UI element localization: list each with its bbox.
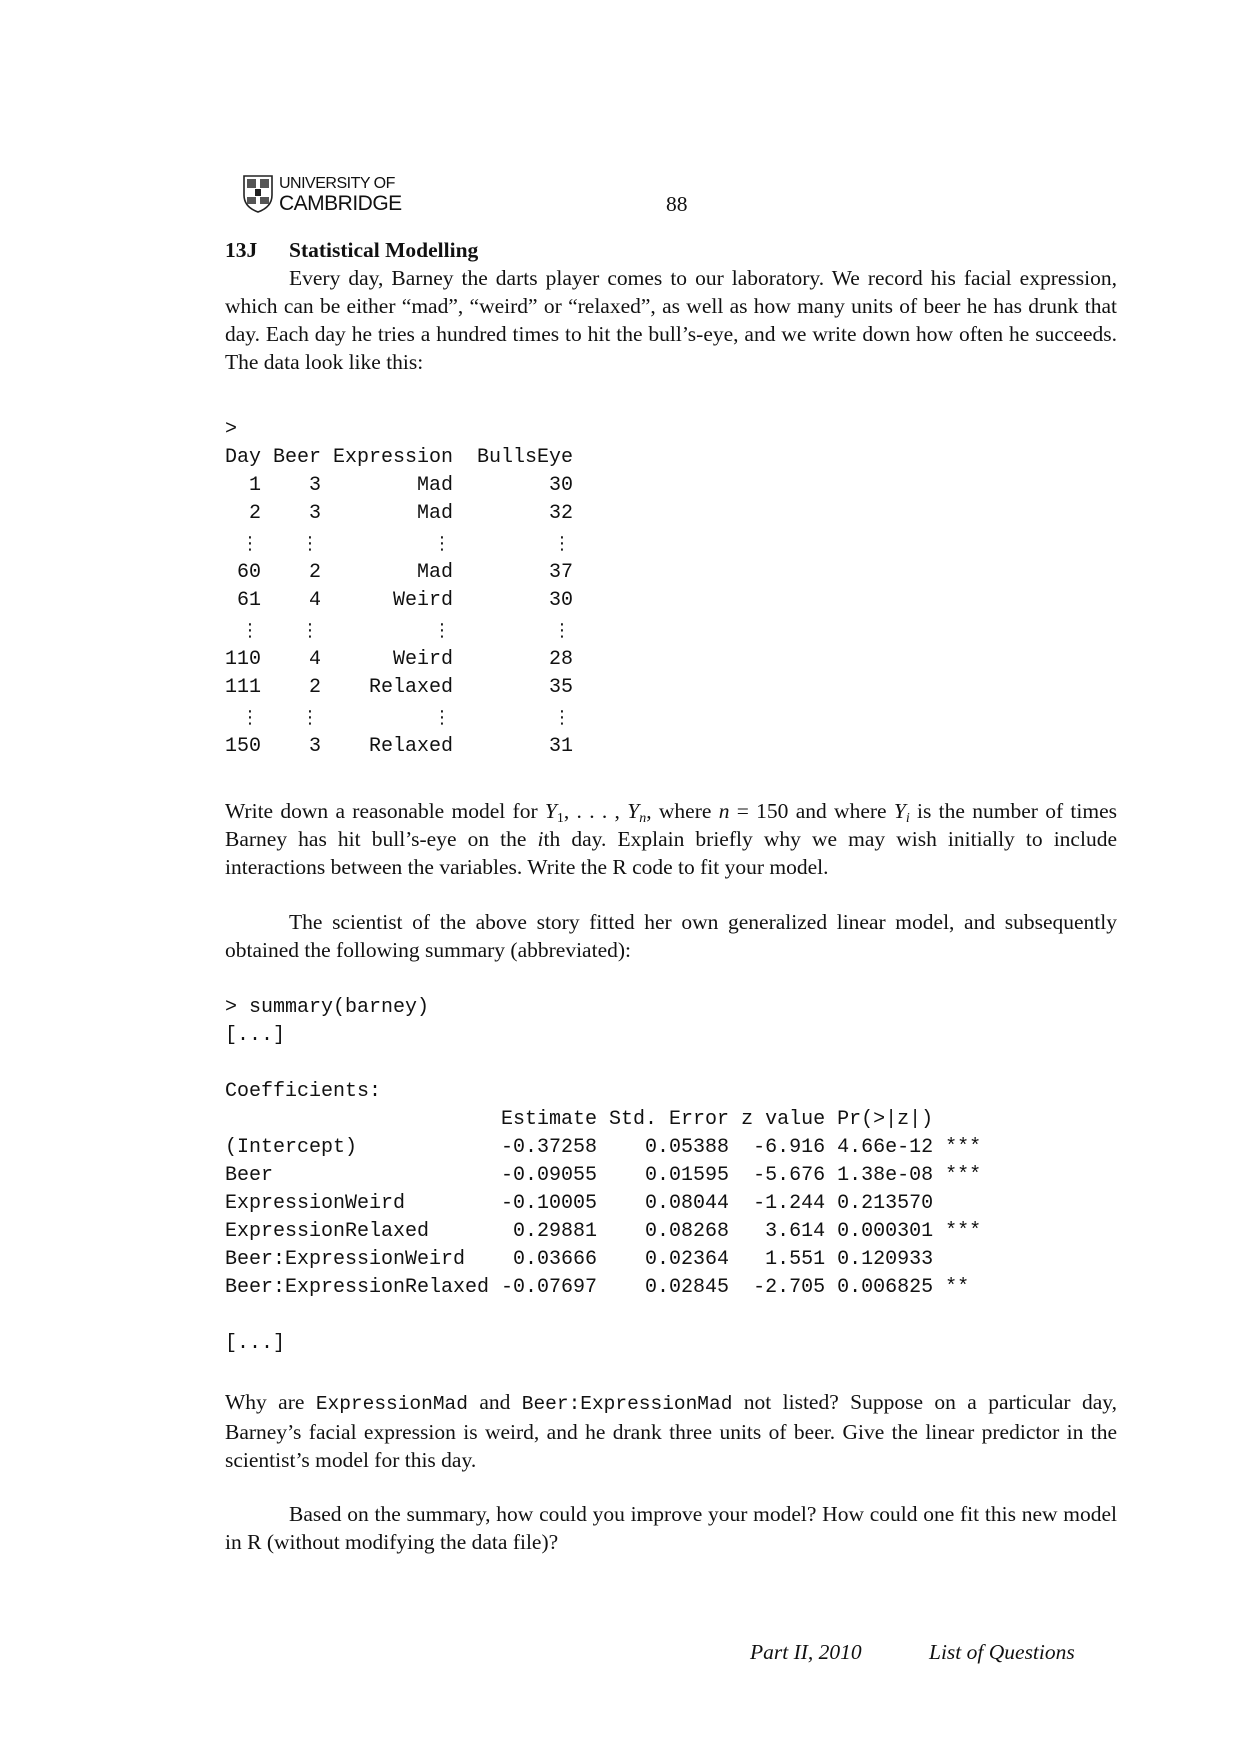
footer-part: Part II, 2010 — [750, 1640, 862, 1664]
spacer — [225, 1302, 1117, 1330]
cell-expression: ⋮ — [433, 533, 451, 554]
cell-bullseye: 35 — [549, 676, 574, 699]
cell-beer: 3 — [308, 735, 321, 758]
data-table-header — [225, 444, 1117, 472]
cell-day: ⋮ — [241, 533, 259, 554]
coef-row — [225, 1274, 1117, 1302]
cell-z-value: -6.916 — [753, 1136, 826, 1159]
col-expression: Expression — [321, 446, 454, 469]
spacer — [225, 1050, 1117, 1078]
table-row — [225, 500, 1117, 528]
spacer — [225, 376, 1117, 416]
table-row — [225, 587, 1117, 615]
cell-bullseye: 31 — [549, 735, 574, 758]
cell-term: Beer — [225, 1164, 274, 1187]
coef-row — [225, 1246, 1117, 1274]
table-row — [225, 472, 1117, 500]
math-sub: i — [905, 811, 910, 826]
cell-beer: 3 — [308, 502, 321, 525]
cell-term: Beer:ExpressionRelaxed — [225, 1276, 490, 1299]
ellipsis: [...] — [225, 1024, 286, 1047]
col-estimate: Estimate — [501, 1108, 598, 1131]
cell-bullseye: ⋮ — [553, 707, 571, 728]
cell-p-value: 0.006825 — [837, 1276, 934, 1299]
cell-expression: ⋮ — [433, 707, 451, 728]
text: is the number of times Barney has hit bull’s-eye on the — [225, 799, 1117, 851]
col-day: Day — [225, 446, 262, 469]
ellipsis-row — [225, 702, 1117, 733]
question-heading — [225, 236, 1117, 264]
math-sub: n — [639, 811, 647, 826]
spacer — [225, 761, 1117, 797]
cell-significance: ** — [945, 1276, 970, 1299]
cell-z-value: -2.705 — [753, 1276, 826, 1299]
text: , . . . , — [563, 799, 628, 823]
cell-expression: Weird — [393, 648, 454, 671]
cell-z-value: 1.551 — [765, 1248, 826, 1271]
cell-bullseye: 32 — [549, 502, 574, 525]
cell-day: 2 — [248, 502, 261, 525]
spacer — [225, 1474, 1117, 1500]
cell-beer: 3 — [308, 474, 321, 497]
cell-day: 61 — [236, 589, 261, 612]
question-body — [225, 236, 1117, 1556]
spacer — [225, 964, 1117, 994]
cell-p-value: 1.38e-08 — [837, 1164, 934, 1187]
math: Y — [627, 799, 640, 823]
table-row — [225, 674, 1117, 702]
cell-day: 1 — [248, 474, 261, 497]
cell-std-error: 0.01595 — [645, 1164, 730, 1187]
intro-paragraph: Every day, Barney the darts player comes to our laboratory. We record his facial expression, which can be either “mad”, “weird” or “relaxed”, as well as how many units of beer he has drunk that day. Each day he tries a hundred times to hit the bull’s-eye, and we write down how often he succeeds. The data look like this: — [225, 266, 1117, 374]
cell-estimate: -0.07697 — [501, 1276, 598, 1299]
cell-estimate: -0.10005 — [501, 1192, 598, 1215]
cell-day: 150 — [225, 735, 262, 758]
cell-expression: Mad — [417, 474, 454, 497]
text: Why are — [225, 1390, 316, 1414]
cell-expression: Relaxed — [369, 676, 454, 699]
spacer — [225, 881, 1117, 908]
math-sub: 1 — [556, 811, 564, 826]
spacer — [225, 1358, 1117, 1388]
cell-beer: ⋮ — [301, 620, 319, 641]
ellipsis-row — [225, 615, 1117, 646]
ellipsis-row — [225, 528, 1117, 559]
code: Beer:ExpressionMad — [521, 1393, 733, 1415]
text: Write down a reasonable model for — [225, 799, 545, 823]
cell-expression: Relaxed — [369, 735, 454, 758]
cell-day: 111 — [225, 676, 262, 699]
cell-std-error: 0.05388 — [645, 1136, 730, 1159]
cell-bullseye: 28 — [549, 648, 574, 671]
data-table-body — [225, 472, 1117, 761]
cell-day: 60 — [236, 561, 261, 584]
coefficients-label: Coefficients: — [225, 1080, 382, 1103]
why-paragraph — [225, 1388, 1117, 1474]
table-row — [225, 559, 1117, 587]
col-p-value: Pr(>|z|) — [837, 1108, 934, 1131]
cell-significance: *** — [945, 1220, 982, 1243]
cambridge-crest-icon — [243, 175, 273, 213]
coef-row — [225, 1162, 1117, 1190]
coef-row — [225, 1134, 1117, 1162]
coef-row — [225, 1218, 1117, 1246]
cell-estimate: -0.37258 — [501, 1136, 598, 1159]
model-paragraph — [225, 797, 1117, 881]
text: , where — [646, 799, 719, 823]
cell-p-value: 4.66e-12 — [837, 1136, 934, 1159]
university-logo — [243, 174, 402, 214]
logo-line-1: UNIVERSITY OF — [279, 175, 395, 192]
col-std-error: Std. Error — [609, 1108, 730, 1131]
cell-estimate: 0.29881 — [513, 1220, 598, 1243]
improve-paragraph: Based on the summary, how could you improve your model? How could one fit this new model in R (without modifying the data file)? — [225, 1502, 1117, 1554]
question-number: 13J — [225, 238, 258, 262]
coef-table-body — [225, 1134, 1117, 1302]
col-z-value: z value — [741, 1108, 826, 1131]
cell-term: (Intercept) — [225, 1136, 358, 1159]
cell-p-value: 0.000301 — [837, 1220, 934, 1243]
cell-p-value: 0.120933 — [837, 1248, 934, 1271]
ellipsis: [...] — [225, 1332, 286, 1355]
cell-z-value: 3.614 — [765, 1220, 826, 1243]
col-beer: Beer — [261, 446, 322, 469]
cell-day: 110 — [225, 648, 262, 671]
cell-z-value: -5.676 — [753, 1164, 826, 1187]
cell-bullseye: 30 — [549, 474, 574, 497]
cell-term: Beer:ExpressionWeird — [225, 1248, 466, 1271]
cell-term: ExpressionRelaxed — [225, 1220, 430, 1243]
cell-beer: 4 — [308, 589, 321, 612]
math: i — [537, 827, 544, 851]
col-bullseye: BullsEye — [453, 446, 574, 469]
page-number: 88 — [666, 192, 688, 216]
cell-p-value: 0.213570 — [837, 1192, 934, 1215]
text: not listed? Suppose on a particular day, Barney’s facial expression is weird, and he drank three units of beer. Give the linear predictor in the scientist’s model for this day. — [225, 1390, 1117, 1472]
cell-expression: Weird — [393, 589, 454, 612]
cell-significance: *** — [945, 1164, 982, 1187]
cell-bullseye: ⋮ — [553, 620, 571, 641]
coef-table-header — [225, 1106, 1117, 1134]
text: = 150 and where — [729, 799, 894, 823]
cell-day: ⋮ — [241, 707, 259, 728]
logo-line-2: CAMBRIDGE — [279, 192, 402, 215]
table-row — [225, 733, 1117, 761]
cell-z-value: -1.244 — [753, 1192, 826, 1215]
table-row — [225, 646, 1117, 674]
question-title: Statistical Modelling — [289, 238, 479, 262]
cell-day: ⋮ — [241, 620, 259, 641]
cell-beer: 4 — [308, 648, 321, 671]
cell-expression: Mad — [417, 561, 454, 584]
cell-beer: ⋮ — [301, 533, 319, 554]
cell-std-error: 0.02845 — [645, 1276, 730, 1299]
cell-bullseye: ⋮ — [553, 533, 571, 554]
cell-std-error: 0.08044 — [645, 1192, 730, 1215]
cell-std-error: 0.02364 — [645, 1248, 730, 1271]
cell-significance: *** — [945, 1136, 982, 1159]
cell-expression: ⋮ — [433, 620, 451, 641]
code: ExpressionMad — [315, 1393, 468, 1415]
footer-section: List of Questions — [929, 1640, 1075, 1664]
math: n — [718, 799, 730, 823]
text: and — [467, 1390, 522, 1414]
cell-expression: Mad — [417, 502, 454, 525]
cell-bullseye: 37 — [549, 561, 574, 584]
cell-std-error: 0.08268 — [645, 1220, 730, 1243]
math: Y — [893, 799, 906, 823]
cell-beer: 2 — [308, 561, 321, 584]
scientist-paragraph: The scientist of the above story fitted her own generalized linear model, and subsequently obtained the following summary (abbreviated): — [225, 910, 1117, 962]
cell-bullseye: 30 — [549, 589, 574, 612]
cell-beer: 2 — [308, 676, 321, 699]
cell-term: ExpressionWeird — [225, 1192, 406, 1215]
cell-beer: ⋮ — [301, 707, 319, 728]
coef-row — [225, 1190, 1117, 1218]
cell-estimate: -0.09055 — [501, 1164, 598, 1187]
r-prompt: > — [225, 418, 238, 441]
summary-command: > summary(barney) — [225, 996, 430, 1019]
text: th day. Explain briefly why we may wish initially to include interactions between the variables. Write the R code to fit your model. — [225, 827, 1117, 879]
cell-estimate: 0.03666 — [513, 1248, 598, 1271]
math: Y — [544, 799, 557, 823]
